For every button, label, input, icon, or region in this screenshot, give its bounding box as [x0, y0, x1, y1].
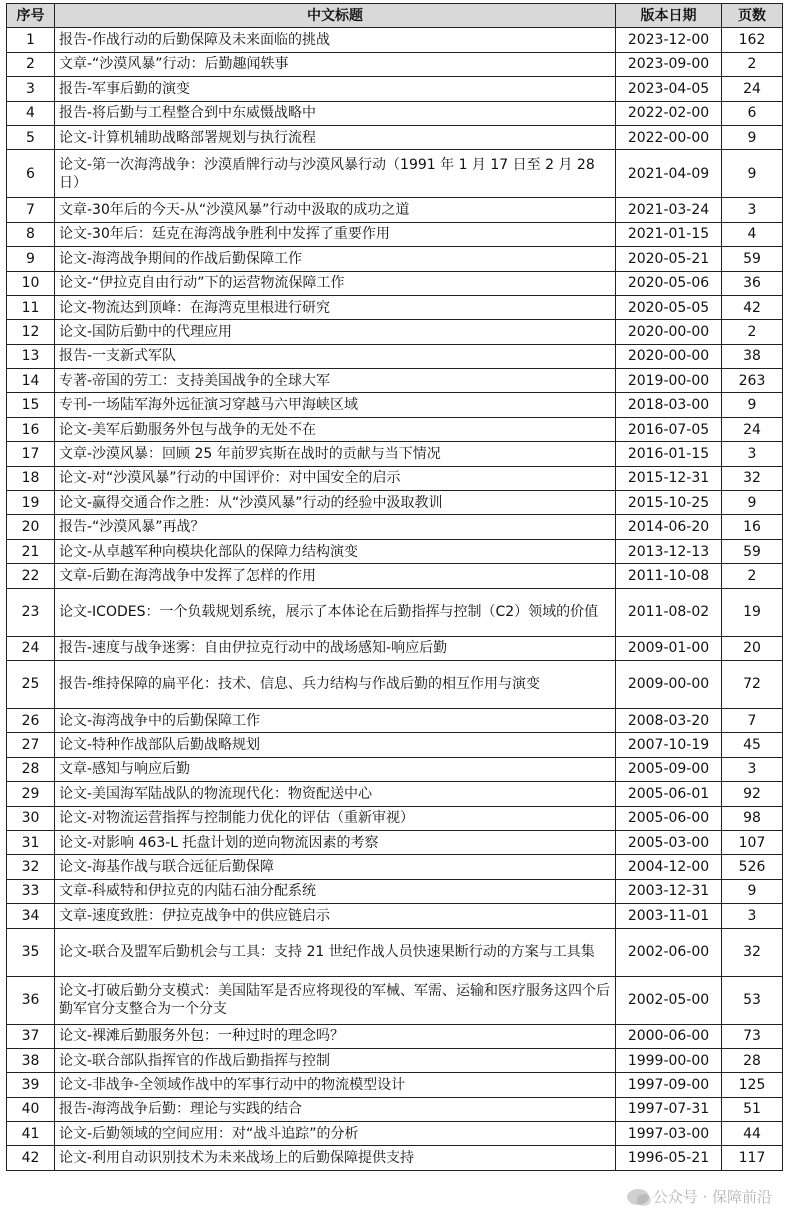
cell-serial: 13 [7, 344, 55, 368]
cell-title: 论文-打破后勤分支模式：美国陆军是否应将现役的军械、军需、运输和医疗服务这四个后勤军官分支整合为一个分支 [55, 976, 616, 1024]
cell-serial: 17 [7, 442, 55, 466]
cell-date: 2015-10-25 [616, 491, 722, 515]
cell-pages: 19 [722, 588, 783, 636]
publication-table [6, 3, 783, 1171]
cell-pages: 51 [722, 1097, 783, 1121]
cell-serial: 16 [7, 417, 55, 441]
cell-title: 论文-海湾战争期间的作战后勤保障工作 [55, 247, 616, 271]
cell-title: 文章-“沙漠风暴”行动：后勤趣闻轶事 [55, 52, 616, 76]
cell-date: 2021-01-15 [616, 222, 722, 246]
table-row [7, 904, 783, 928]
cell-pages: 98 [722, 806, 783, 830]
cell-serial: 5 [7, 125, 55, 149]
cell-pages: 526 [722, 855, 783, 879]
table-row [7, 539, 783, 563]
cell-pages: 9 [722, 393, 783, 417]
cell-title: 论文-联合部队指挥官的作战后勤指挥与控制 [55, 1048, 616, 1072]
table-row [7, 393, 783, 417]
cell-title: 报告-将后勤与工程整合到中东威慑战略中 [55, 101, 616, 125]
table-row [7, 1097, 783, 1121]
cell-serial: 32 [7, 855, 55, 879]
cell-pages: 20 [722, 636, 783, 660]
table-row [7, 150, 783, 198]
cell-serial: 42 [7, 1146, 55, 1170]
cell-date: 2013-12-13 [616, 539, 722, 563]
cell-serial: 10 [7, 271, 55, 295]
cell-date: 2022-02-00 [616, 101, 722, 125]
cell-title: 论文-对影响 463-L 托盘计划的逆向物流因素的考察 [55, 830, 616, 854]
table-row [7, 77, 783, 101]
cell-title: 论文-第一次海湾战争：沙漠盾牌行动与沙漠风暴行动（1991 年 1 月 17 日至 2 月 28 日） [55, 150, 616, 198]
cell-date: 2002-06-00 [616, 928, 722, 976]
cell-title: 文章-后勤在海湾战争中发挥了怎样的作用 [55, 564, 616, 588]
document-table-container [6, 3, 782, 1171]
cell-serial: 4 [7, 101, 55, 125]
table-row [7, 733, 783, 757]
cell-pages: 45 [722, 733, 783, 757]
cell-date: 2015-12-31 [616, 466, 722, 490]
cell-pages: 117 [722, 1146, 783, 1170]
cell-date: 1997-09-00 [616, 1073, 722, 1097]
cell-pages: 9 [722, 125, 783, 149]
cell-title: 论文-海基作战与联合远征后勤保障 [55, 855, 616, 879]
cell-date: 2009-00-00 [616, 660, 722, 708]
cell-date: 2020-05-05 [616, 295, 722, 319]
header-pages: 页数 [722, 4, 783, 28]
cell-pages: 2 [722, 564, 783, 588]
cell-serial: 29 [7, 782, 55, 806]
table-row [7, 588, 783, 636]
cell-date: 2023-12-00 [616, 28, 722, 52]
cell-title: 文章-速度致胜：伊拉克战争中的供应链启示 [55, 904, 616, 928]
cell-date: 2011-10-08 [616, 564, 722, 588]
cell-pages: 3 [722, 904, 783, 928]
cell-date: 2021-03-24 [616, 198, 722, 222]
cell-title: 论文-美国海军陆战队的物流现代化：物资配送中心 [55, 782, 616, 806]
table-row [7, 369, 783, 393]
cell-date: 2008-03-20 [616, 708, 722, 732]
table-row [7, 417, 783, 441]
cell-serial: 36 [7, 976, 55, 1024]
cell-date: 2016-01-15 [616, 442, 722, 466]
cell-title: 论文-30年后：廷克在海湾战争胜利中发挥了重要作用 [55, 222, 616, 246]
cell-pages: 263 [722, 369, 783, 393]
cell-date: 2014-06-20 [616, 515, 722, 539]
table-header [7, 4, 783, 28]
table-row [7, 247, 783, 271]
cell-pages: 9 [722, 150, 783, 198]
cell-title: 论文-裸滩后勤服务外包：一种过时的理念吗？ [55, 1024, 616, 1048]
cell-serial: 15 [7, 393, 55, 417]
cell-pages: 28 [722, 1048, 783, 1072]
header-title: 中文标题 [55, 4, 616, 28]
cell-pages: 73 [722, 1024, 783, 1048]
cell-title: 论文-利用自动识别技术为未来战场上的后勤保障提供支持 [55, 1146, 616, 1170]
cell-pages: 59 [722, 539, 783, 563]
cell-pages: 6 [722, 101, 783, 125]
cell-pages: 125 [722, 1073, 783, 1097]
table-row [7, 28, 783, 52]
table-row [7, 757, 783, 781]
cell-pages: 72 [722, 660, 783, 708]
cell-pages: 32 [722, 928, 783, 976]
cell-date: 2007-10-19 [616, 733, 722, 757]
cell-date: 2011-08-02 [616, 588, 722, 636]
table-row [7, 198, 783, 222]
cell-title: 文章-感知与响应后勤 [55, 757, 616, 781]
cell-serial: 38 [7, 1048, 55, 1072]
cell-pages: 3 [722, 442, 783, 466]
table-row [7, 466, 783, 490]
header-row [7, 4, 783, 28]
cell-date: 2016-07-05 [616, 417, 722, 441]
cell-pages: 3 [722, 198, 783, 222]
table-row [7, 708, 783, 732]
cell-serial: 6 [7, 150, 55, 198]
cell-serial: 23 [7, 588, 55, 636]
cell-serial: 3 [7, 77, 55, 101]
table-row [7, 295, 783, 319]
cell-date: 2021-04-09 [616, 150, 722, 198]
cell-title: 论文-从卓越军种向模块化部队的保障力结构演变 [55, 539, 616, 563]
cell-title: 专著-帝国的劳工：支持美国战争的全球大军 [55, 369, 616, 393]
cell-serial: 11 [7, 295, 55, 319]
table-row [7, 1048, 783, 1072]
cell-title: 报告-“沙漠风暴”再战？ [55, 515, 616, 539]
cell-serial: 24 [7, 636, 55, 660]
table-row [7, 1146, 783, 1170]
cell-pages: 53 [722, 976, 783, 1024]
cell-pages: 9 [722, 491, 783, 515]
cell-serial: 9 [7, 247, 55, 271]
cell-title: 报告-军事后勤的演变 [55, 77, 616, 101]
cell-pages: 24 [722, 77, 783, 101]
cell-date: 2020-00-00 [616, 344, 722, 368]
table-row [7, 442, 783, 466]
cell-serial: 28 [7, 757, 55, 781]
table-row [7, 879, 783, 903]
table-body [7, 28, 783, 1170]
header-serial: 序号 [7, 4, 55, 28]
cell-serial: 26 [7, 708, 55, 732]
cell-serial: 40 [7, 1097, 55, 1121]
cell-serial: 31 [7, 830, 55, 854]
cell-title: 论文-对物流运营指挥与控制能力优化的评估（重新审视） [55, 806, 616, 830]
cell-serial: 27 [7, 733, 55, 757]
cell-date: 2009-01-00 [616, 636, 722, 660]
table-row [7, 222, 783, 246]
table-row [7, 564, 783, 588]
cell-serial: 34 [7, 904, 55, 928]
header-date: 版本日期 [616, 4, 722, 28]
cell-pages: 24 [722, 417, 783, 441]
cell-title: 报告-一支新式军队 [55, 344, 616, 368]
cell-pages: 36 [722, 271, 783, 295]
cell-title: 报告-速度与战争迷雾：自由伊拉克行动中的战场感知-响应后勤 [55, 636, 616, 660]
cell-title: 文章-30年后的今天-从“沙漠风暴”行动中汲取的成功之道 [55, 198, 616, 222]
watermark [627, 1186, 772, 1207]
cell-serial: 18 [7, 466, 55, 490]
cell-date: 1997-07-31 [616, 1097, 722, 1121]
table-row [7, 636, 783, 660]
cell-date: 1997-03-00 [616, 1122, 722, 1146]
cell-date: 2019-00-00 [616, 369, 722, 393]
cell-serial: 20 [7, 515, 55, 539]
cell-serial: 37 [7, 1024, 55, 1048]
cell-title: 文章-科威特和伊拉克的内陆石油分配系统 [55, 879, 616, 903]
table-row [7, 782, 783, 806]
cell-pages: 44 [722, 1122, 783, 1146]
cell-date: 2005-06-00 [616, 806, 722, 830]
cell-date: 2003-12-31 [616, 879, 722, 903]
cell-title: 论文-“伊拉克自由行动”下的运营物流保障工作 [55, 271, 616, 295]
table-row [7, 101, 783, 125]
cell-title: 论文-联合及盟军后勤机会与工具：支持 21 世纪作战人员快速果断行动的方案与工具集 [55, 928, 616, 976]
cell-title: 论文-美军后勤服务外包与战争的无处不在 [55, 417, 616, 441]
cell-title: 论文-特种作战部队后勤战略规划 [55, 733, 616, 757]
cell-title: 论文-国防后勤中的代理应用 [55, 320, 616, 344]
cell-title: 报告-维持保障的扁平化：技术、信息、兵力结构与作战后勤的相互作用与演变 [55, 660, 616, 708]
cell-date: 2022-00-00 [616, 125, 722, 149]
cell-date: 2003-11-01 [616, 904, 722, 928]
cell-title: 论文-对“沙漠风暴”行动的中国评价：对中国安全的启示 [55, 466, 616, 490]
cell-title: 论文-非战争-全领域作战中的军事行动中的物流模型设计 [55, 1073, 616, 1097]
cell-pages: 7 [722, 708, 783, 732]
cell-serial: 22 [7, 564, 55, 588]
table-row [7, 515, 783, 539]
cell-title: 论文-ICODES：一个负载规划系统，展示了本体论在后勤指挥与控制（C2）领域的价值 [55, 588, 616, 636]
cell-date: 2004-12-00 [616, 855, 722, 879]
cell-serial: 41 [7, 1122, 55, 1146]
cell-pages: 4 [722, 222, 783, 246]
cell-pages: 42 [722, 295, 783, 319]
cell-pages: 32 [722, 466, 783, 490]
cell-date: 2023-09-00 [616, 52, 722, 76]
cell-serial: 2 [7, 52, 55, 76]
cell-date: 1999-00-00 [616, 1048, 722, 1072]
cell-serial: 8 [7, 222, 55, 246]
table-row [7, 660, 783, 708]
table-row [7, 830, 783, 854]
cell-serial: 30 [7, 806, 55, 830]
cell-pages: 38 [722, 344, 783, 368]
cell-date: 2023-04-05 [616, 77, 722, 101]
table-row [7, 928, 783, 976]
cell-pages: 162 [722, 28, 783, 52]
table-row [7, 320, 783, 344]
table-row [7, 52, 783, 76]
table-row [7, 806, 783, 830]
table-row [7, 976, 783, 1024]
cell-serial: 12 [7, 320, 55, 344]
cell-pages: 9 [722, 879, 783, 903]
cell-title: 专刊-一场陆军海外远征演习穿越马六甲海峡区域 [55, 393, 616, 417]
cell-pages: 59 [722, 247, 783, 271]
cell-date: 2020-05-21 [616, 247, 722, 271]
cell-pages: 2 [722, 320, 783, 344]
cell-title: 文章-沙漠风暴：回顾 25 年前罗宾斯在战时的贡献与当下情况 [55, 442, 616, 466]
cell-date: 2000-06-00 [616, 1024, 722, 1048]
cell-serial: 39 [7, 1073, 55, 1097]
cell-title: 报告-海湾战争后勤：理论与实践的结合 [55, 1097, 616, 1121]
wechat-icon [627, 1189, 649, 1205]
cell-title: 论文-计算机辅助战略部署规划与执行流程 [55, 125, 616, 149]
cell-serial: 19 [7, 491, 55, 515]
table-row [7, 1122, 783, 1146]
cell-serial: 7 [7, 198, 55, 222]
table-row [7, 271, 783, 295]
cell-pages: 107 [722, 830, 783, 854]
cell-serial: 33 [7, 879, 55, 903]
cell-serial: 21 [7, 539, 55, 563]
cell-title: 报告-作战行动的后勤保障及未来面临的挑战 [55, 28, 616, 52]
cell-date: 1996-05-21 [616, 1146, 722, 1170]
cell-pages: 3 [722, 757, 783, 781]
cell-date: 2005-06-01 [616, 782, 722, 806]
cell-pages: 2 [722, 52, 783, 76]
cell-serial: 25 [7, 660, 55, 708]
cell-date: 2020-00-00 [616, 320, 722, 344]
cell-serial: 1 [7, 28, 55, 52]
cell-date: 2002-05-00 [616, 976, 722, 1024]
cell-date: 2018-03-00 [616, 393, 722, 417]
cell-date: 2005-03-00 [616, 830, 722, 854]
cell-title: 论文-赢得交通合作之胜：从“沙漠风暴”行动的经验中汲取教训 [55, 491, 616, 515]
cell-pages: 16 [722, 515, 783, 539]
cell-title: 论文-海湾战争中的后勤保障工作 [55, 708, 616, 732]
watermark-text: 公众号 · 保障前沿 [652, 1188, 772, 1206]
cell-serial: 14 [7, 369, 55, 393]
table-row [7, 1024, 783, 1048]
cell-title: 论文-物流达到顶峰：在海湾克里根进行研究 [55, 295, 616, 319]
table-row [7, 344, 783, 368]
cell-pages: 92 [722, 782, 783, 806]
cell-date: 2020-05-06 [616, 271, 722, 295]
table-row [7, 491, 783, 515]
table-row [7, 1073, 783, 1097]
cell-serial: 35 [7, 928, 55, 976]
cell-date: 2005-09-00 [616, 757, 722, 781]
table-row [7, 855, 783, 879]
table-row [7, 125, 783, 149]
cell-title: 论文-后勤领域的空间应用：对“战斗追踪”的分析 [55, 1122, 616, 1146]
